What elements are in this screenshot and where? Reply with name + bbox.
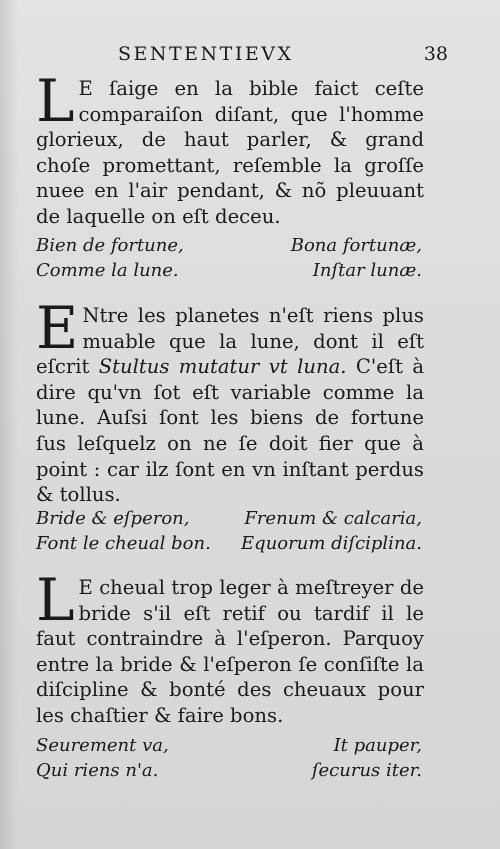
paragraph-text: C'eſt à dire qu'vn ſot eſt variable comme la lune. Auſsi ſont les biens de fortune ſus leſquelz on ne ſe doit fier que à point : car ilz ſont en vn inſtant perdus & tollus.: [36, 355, 425, 507]
proverb-french: Bien de fortune,: [36, 235, 184, 256]
drop-cap: L: [36, 67, 75, 135]
proverb-3: [36, 733, 422, 783]
running-header: [0, 43, 500, 67]
proverb-french: Qui riens n'a.: [36, 760, 159, 781]
proverb-1: [36, 233, 422, 283]
proverb-line: [36, 531, 422, 556]
proverb-line: [36, 258, 422, 283]
paragraph-3: [36, 566, 424, 729]
paragraph-1: [36, 67, 424, 230]
running-title: SENTENTIEVX: [118, 43, 294, 65]
proverb-2: [36, 506, 422, 556]
drop-cap: E: [36, 294, 79, 362]
proverb-line: [36, 758, 422, 783]
proverb-french: Font le cheual bon.: [36, 533, 211, 554]
proverb-french: Bride & eſperon,: [36, 508, 190, 529]
page-number: 38: [423, 43, 448, 65]
proverb-latin: Equorum diſciplina.: [241, 533, 422, 554]
proverb-line: [36, 506, 422, 531]
paragraph-2: [36, 294, 425, 508]
paragraph-text: E ſaige en la bible faict ceſte comparaiſon diſant, que l'homme glorieux, de haut parler, & grand choſe promettant, reſemble la groſſe nuee en l'air pendant, & nõ pleuuant de laquelle on eſt deceu.: [36, 77, 424, 228]
paragraph-text: Ntre les planetes n'eſt riens plus muable que la lune, dont il eſt eſcrit: [36, 304, 424, 379]
proverb-latin: It pauper,: [333, 735, 422, 756]
proverb-latin: Bona fortunæ,: [290, 235, 422, 256]
proverb-line: [36, 733, 422, 758]
paragraph-text: E cheual trop leger à meſtreyer de bride s'il eſt retif ou tardif il le faut contraindre à l'eſperon. Parquoy entre la bride & l'eſperon ſe conſiſte la diſcipline & bonté des cheuaux pour les chaſtier & faire bons.: [36, 576, 424, 727]
proverb-latin: Frenum & calcaria,: [244, 508, 422, 529]
proverb-line: [36, 233, 422, 258]
proverb-french: Seurement va,: [36, 735, 169, 756]
proverb-french: Comme la lune.: [36, 260, 179, 281]
proverb-latin: ſecurus iter.: [311, 760, 422, 781]
drop-cap: L: [36, 566, 75, 634]
latin-quote: Stultus mutatur vt luna.: [98, 355, 347, 379]
proverb-latin: Inſtar lunæ.: [312, 260, 422, 281]
